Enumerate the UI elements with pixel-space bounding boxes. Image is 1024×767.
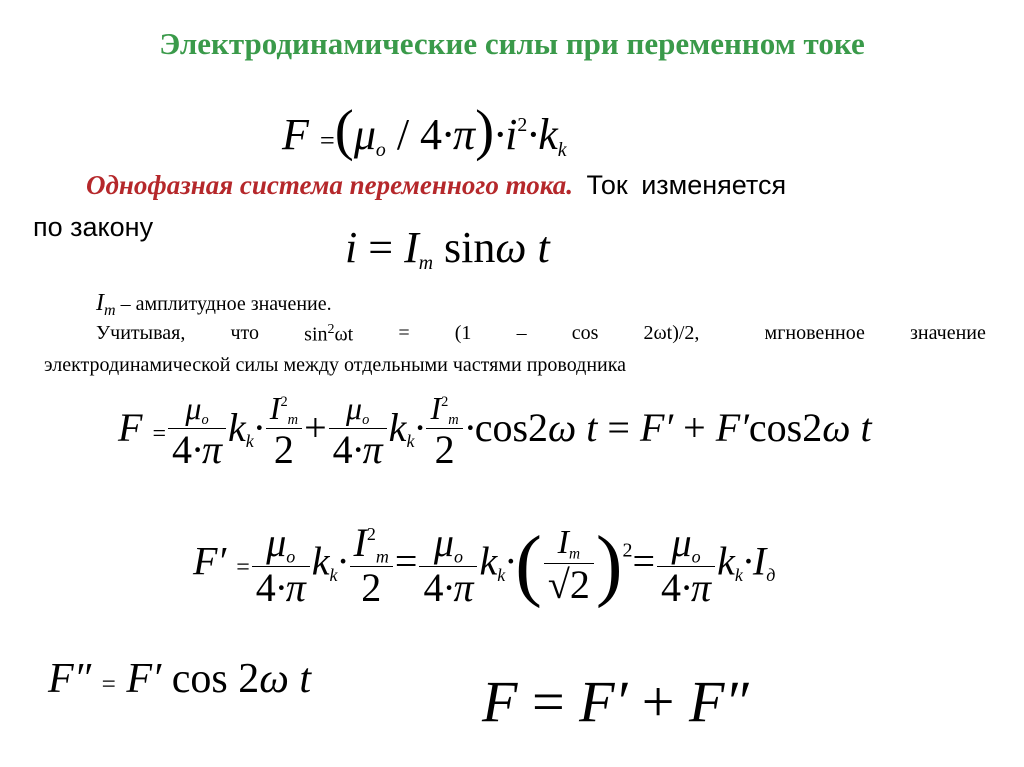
current-changes-text: Ток изменяется (572, 170, 787, 200)
considering-note: Учитывая, что $\sin^2\omega t$ = (1 – cos 2ωt)/2, мгновенное значение (96, 322, 986, 346)
single-phase-heading: Однофазная система переменного тока. (86, 170, 573, 200)
page-title: Электродинамические силы при переменном токе (159, 26, 865, 61)
formula-instant-force: F = $\frac{\mu_o}{4\cdot\pi}$ $k_k\cdot$ $\frac{I^2_m}{2}$ + $\frac{\mu_o}{4\cdot\pi}$ $k_k\cdot$ $\frac{I^2_m}{2}$ ·cos2ω t = F′ + F′cos2ω t (118, 390, 872, 473)
force-between-parts-note: электродинамической силы между отдельными частями проводника (44, 354, 627, 376)
amplitude-note-text: – амплитудное значение. (120, 293, 332, 315)
by-law-text: по закону (33, 212, 154, 242)
formula-total-force: F = F′ + F″ (482, 669, 749, 734)
formula-variable-component: F″ = F′ cos 2ω t (48, 656, 312, 702)
formula-current-law: $i = I_m$ sinω t (345, 223, 550, 274)
single-phase-paragraph (86, 170, 786, 201)
formula-force-general: $F =(\mu_o / 4\cdot\pi)\cdot i^2\cdot k_k$ (282, 99, 567, 162)
amplitude-note: $I_m$ – амплитудное значение. (96, 290, 332, 319)
formula-constant-component: F′ = $\frac{\mu_o}{4\cdot\pi}$ $k_k\cdot$ $\frac{I^2_m}{2}$ = $\frac{\mu_o}{4\cdot\pi}$ $k_k\cdot$( $\frac{I_m}{√2}$ )$^2$= $\frac{\mu_o}{4\cdot\pi}$ $k_k\cdot I_д$ (193, 519, 776, 611)
